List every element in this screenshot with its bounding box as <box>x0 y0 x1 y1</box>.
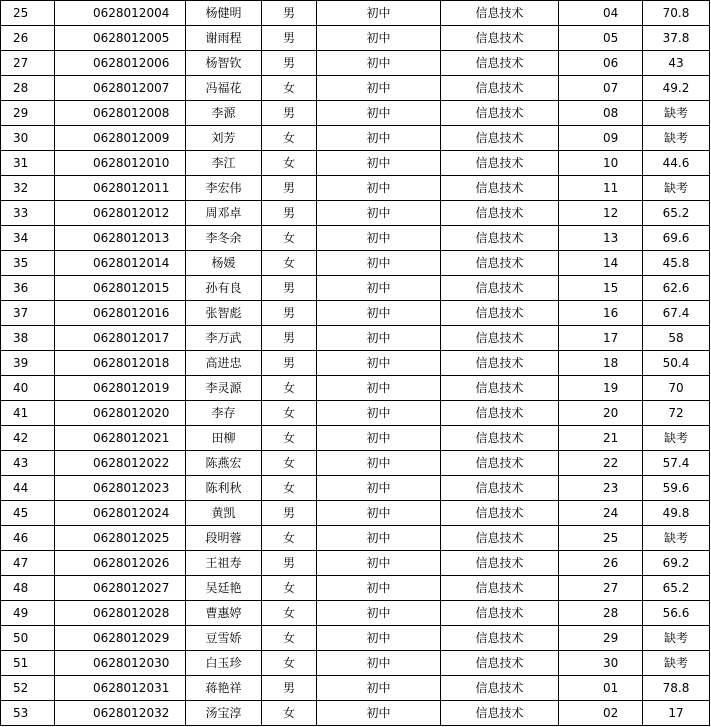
seat-number-cell: 07 <box>559 76 643 101</box>
seat-number-cell: 30 <box>559 651 643 676</box>
student-name-cell: 周邓卓 <box>186 201 262 226</box>
level-cell: 初中 <box>317 226 441 251</box>
row-number-cell: 45 <box>1 501 55 526</box>
table-row <box>1 176 710 201</box>
exam-id-cell: 0628012029 <box>55 626 186 651</box>
table-row <box>1 601 710 626</box>
level-cell: 初中 <box>317 451 441 476</box>
student-name-cell: 谢雨程 <box>186 26 262 51</box>
table-row <box>1 276 710 301</box>
row-number-cell: 41 <box>1 401 55 426</box>
score-cell: 72 <box>643 401 710 426</box>
student-name-cell: 孙有良 <box>186 276 262 301</box>
seat-number-cell: 18 <box>559 351 643 376</box>
subject-cell: 信息技术 <box>441 351 559 376</box>
gender-cell: 男 <box>262 101 317 126</box>
subject-cell: 信息技术 <box>441 376 559 401</box>
level-cell: 初中 <box>317 326 441 351</box>
student-name-cell: 田柳 <box>186 426 262 451</box>
table-row <box>1 451 710 476</box>
seat-number-cell: 10 <box>559 151 643 176</box>
subject-cell: 信息技术 <box>441 651 559 676</box>
level-cell: 初中 <box>317 301 441 326</box>
score-cell: 58 <box>643 326 710 351</box>
seat-number-cell: 26 <box>559 551 643 576</box>
table-row <box>1 376 710 401</box>
seat-number-cell: 29 <box>559 626 643 651</box>
gender-cell: 男 <box>262 301 317 326</box>
table-row <box>1 626 710 651</box>
level-cell: 初中 <box>317 126 441 151</box>
subject-cell: 信息技术 <box>441 626 559 651</box>
student-name-cell: 陈利秋 <box>186 476 262 501</box>
seat-number-cell: 28 <box>559 601 643 626</box>
student-name-cell: 李江 <box>186 151 262 176</box>
level-cell: 初中 <box>317 1 441 26</box>
seat-number-cell: 19 <box>559 376 643 401</box>
seat-number-cell: 17 <box>559 326 643 351</box>
student-name-cell: 豆雪娇 <box>186 626 262 651</box>
exam-id-cell: 0628012019 <box>55 376 186 401</box>
row-number-cell: 37 <box>1 301 55 326</box>
seat-number-cell: 16 <box>559 301 643 326</box>
student-name-cell: 杨健明 <box>186 1 262 26</box>
gender-cell: 女 <box>262 76 317 101</box>
table-body <box>1 1 710 726</box>
row-number-cell: 42 <box>1 426 55 451</box>
level-cell: 初中 <box>317 51 441 76</box>
level-cell: 初中 <box>317 351 441 376</box>
level-cell: 初中 <box>317 26 441 51</box>
table-row <box>1 701 710 726</box>
subject-cell: 信息技术 <box>441 601 559 626</box>
score-cell: 65.2 <box>643 576 710 601</box>
student-name-cell: 黄凯 <box>186 501 262 526</box>
seat-number-cell: 11 <box>559 176 643 201</box>
table-row <box>1 401 710 426</box>
level-cell: 初中 <box>317 276 441 301</box>
row-number-cell: 53 <box>1 701 55 726</box>
student-name-cell: 李宏伟 <box>186 176 262 201</box>
gender-cell: 女 <box>262 601 317 626</box>
gender-cell: 女 <box>262 376 317 401</box>
table-row <box>1 76 710 101</box>
exam-id-cell: 0628012016 <box>55 301 186 326</box>
score-cell: 44.6 <box>643 151 710 176</box>
score-cell: 78.8 <box>643 676 710 701</box>
level-cell: 初中 <box>317 701 441 726</box>
level-cell: 初中 <box>317 576 441 601</box>
seat-number-cell: 05 <box>559 26 643 51</box>
gender-cell: 女 <box>262 626 317 651</box>
seat-number-cell: 04 <box>559 1 643 26</box>
score-cell: 50.4 <box>643 351 710 376</box>
exam-id-cell: 0628012012 <box>55 201 186 226</box>
row-number-cell: 32 <box>1 176 55 201</box>
student-name-cell: 陈燕宏 <box>186 451 262 476</box>
row-number-cell: 47 <box>1 551 55 576</box>
seat-number-cell: 13 <box>559 226 643 251</box>
gender-cell: 男 <box>262 201 317 226</box>
subject-cell: 信息技术 <box>441 676 559 701</box>
subject-cell: 信息技术 <box>441 326 559 351</box>
score-cell: 缺考 <box>643 651 710 676</box>
subject-cell: 信息技术 <box>441 26 559 51</box>
gender-cell: 女 <box>262 151 317 176</box>
exam-id-cell: 0628012030 <box>55 651 186 676</box>
gender-cell: 男 <box>262 1 317 26</box>
level-cell: 初中 <box>317 551 441 576</box>
exam-id-cell: 0628012015 <box>55 276 186 301</box>
seat-number-cell: 21 <box>559 426 643 451</box>
table-row <box>1 151 710 176</box>
score-cell: 43 <box>643 51 710 76</box>
row-number-cell: 26 <box>1 26 55 51</box>
exam-id-cell: 0628012007 <box>55 76 186 101</box>
gender-cell: 男 <box>262 276 317 301</box>
subject-cell: 信息技术 <box>441 426 559 451</box>
subject-cell: 信息技术 <box>441 501 559 526</box>
gender-cell: 男 <box>262 51 317 76</box>
table-row <box>1 351 710 376</box>
score-cell: 45.8 <box>643 251 710 276</box>
score-cell: 17 <box>643 701 710 726</box>
score-cell: 缺考 <box>643 176 710 201</box>
subject-cell: 信息技术 <box>441 226 559 251</box>
exam-id-cell: 0628012010 <box>55 151 186 176</box>
exam-id-cell: 0628012008 <box>55 101 186 126</box>
exam-id-cell: 0628012013 <box>55 226 186 251</box>
gender-cell: 女 <box>262 126 317 151</box>
subject-cell: 信息技术 <box>441 126 559 151</box>
exam-id-cell: 0628012011 <box>55 176 186 201</box>
seat-number-cell: 15 <box>559 276 643 301</box>
exam-id-cell: 0628012024 <box>55 501 186 526</box>
seat-number-cell: 23 <box>559 476 643 501</box>
table-row <box>1 476 710 501</box>
seat-number-cell: 01 <box>559 676 643 701</box>
score-cell: 缺考 <box>643 626 710 651</box>
row-number-cell: 52 <box>1 676 55 701</box>
exam-id-cell: 0628012021 <box>55 426 186 451</box>
row-number-cell: 33 <box>1 201 55 226</box>
level-cell: 初中 <box>317 476 441 501</box>
subject-cell: 信息技术 <box>441 551 559 576</box>
gender-cell: 男 <box>262 551 317 576</box>
row-number-cell: 50 <box>1 626 55 651</box>
table-row <box>1 651 710 676</box>
exam-id-cell: 0628012027 <box>55 576 186 601</box>
score-cell: 62.6 <box>643 276 710 301</box>
table-row <box>1 326 710 351</box>
subject-cell: 信息技术 <box>441 301 559 326</box>
gender-cell: 男 <box>262 326 317 351</box>
level-cell: 初中 <box>317 626 441 651</box>
row-number-cell: 34 <box>1 226 55 251</box>
seat-number-cell: 20 <box>559 401 643 426</box>
level-cell: 初中 <box>317 251 441 276</box>
row-number-cell: 38 <box>1 326 55 351</box>
subject-cell: 信息技术 <box>441 1 559 26</box>
subject-cell: 信息技术 <box>441 401 559 426</box>
seat-number-cell: 27 <box>559 576 643 601</box>
table-row <box>1 126 710 151</box>
student-name-cell: 李源 <box>186 101 262 126</box>
score-cell: 49.2 <box>643 76 710 101</box>
row-number-cell: 40 <box>1 376 55 401</box>
student-name-cell: 白玉珍 <box>186 651 262 676</box>
row-number-cell: 27 <box>1 51 55 76</box>
student-name-cell: 冯福花 <box>186 76 262 101</box>
subject-cell: 信息技术 <box>441 176 559 201</box>
score-cell: 59.6 <box>643 476 710 501</box>
exam-id-cell: 0628012014 <box>55 251 186 276</box>
row-number-cell: 36 <box>1 276 55 301</box>
subject-cell: 信息技术 <box>441 51 559 76</box>
student-name-cell: 杨媛 <box>186 251 262 276</box>
level-cell: 初中 <box>317 151 441 176</box>
exam-id-cell: 0628012018 <box>55 351 186 376</box>
row-number-cell: 31 <box>1 151 55 176</box>
seat-number-cell: 02 <box>559 701 643 726</box>
level-cell: 初中 <box>317 101 441 126</box>
score-cell: 69.6 <box>643 226 710 251</box>
student-name-cell: 汤宝淳 <box>186 701 262 726</box>
level-cell: 初中 <box>317 651 441 676</box>
seat-number-cell: 06 <box>559 51 643 76</box>
row-number-cell: 35 <box>1 251 55 276</box>
exam-id-cell: 0628012020 <box>55 401 186 426</box>
row-number-cell: 29 <box>1 101 55 126</box>
level-cell: 初中 <box>317 601 441 626</box>
score-cell: 缺考 <box>643 426 710 451</box>
table-row <box>1 26 710 51</box>
student-name-cell: 高进忠 <box>186 351 262 376</box>
row-number-cell: 48 <box>1 576 55 601</box>
score-cell: 65.2 <box>643 201 710 226</box>
seat-number-cell: 25 <box>559 526 643 551</box>
score-cell: 缺考 <box>643 526 710 551</box>
row-number-cell: 49 <box>1 601 55 626</box>
subject-cell: 信息技术 <box>441 451 559 476</box>
score-cell: 57.4 <box>643 451 710 476</box>
subject-cell: 信息技术 <box>441 576 559 601</box>
level-cell: 初中 <box>317 201 441 226</box>
gender-cell: 女 <box>262 426 317 451</box>
gender-cell: 女 <box>262 576 317 601</box>
exam-id-cell: 0628012028 <box>55 601 186 626</box>
exam-id-cell: 0628012004 <box>55 1 186 26</box>
row-number-cell: 39 <box>1 351 55 376</box>
table-row <box>1 576 710 601</box>
student-name-cell: 曹惠婷 <box>186 601 262 626</box>
exam-id-cell: 0628012006 <box>55 51 186 76</box>
table-row <box>1 51 710 76</box>
score-cell: 37.8 <box>643 26 710 51</box>
subject-cell: 信息技术 <box>441 476 559 501</box>
row-number-cell: 51 <box>1 651 55 676</box>
gender-cell: 女 <box>262 251 317 276</box>
gender-cell: 女 <box>262 226 317 251</box>
exam-id-cell: 0628012026 <box>55 551 186 576</box>
student-name-cell: 蒋艳祥 <box>186 676 262 701</box>
subject-cell: 信息技术 <box>441 276 559 301</box>
score-cell: 70.8 <box>643 1 710 26</box>
score-cell: 缺考 <box>643 101 710 126</box>
subject-cell: 信息技术 <box>441 101 559 126</box>
score-cell: 67.4 <box>643 301 710 326</box>
seat-number-cell: 08 <box>559 101 643 126</box>
student-name-cell: 李万武 <box>186 326 262 351</box>
subject-cell: 信息技术 <box>441 701 559 726</box>
student-name-cell: 李冬余 <box>186 226 262 251</box>
subject-cell: 信息技术 <box>441 201 559 226</box>
score-cell: 缺考 <box>643 126 710 151</box>
gender-cell: 男 <box>262 676 317 701</box>
student-name-cell: 吴廷艳 <box>186 576 262 601</box>
gender-cell: 女 <box>262 526 317 551</box>
exam-id-cell: 0628012017 <box>55 326 186 351</box>
table-row <box>1 201 710 226</box>
row-number-cell: 30 <box>1 126 55 151</box>
score-cell: 56.6 <box>643 601 710 626</box>
seat-number-cell: 09 <box>559 126 643 151</box>
level-cell: 初中 <box>317 376 441 401</box>
seat-number-cell: 22 <box>559 451 643 476</box>
subject-cell: 信息技术 <box>441 526 559 551</box>
gender-cell: 女 <box>262 476 317 501</box>
student-name-cell: 李灵源 <box>186 376 262 401</box>
level-cell: 初中 <box>317 501 441 526</box>
seat-number-cell: 12 <box>559 201 643 226</box>
score-cell: 49.8 <box>643 501 710 526</box>
table-row <box>1 676 710 701</box>
seat-number-cell: 24 <box>559 501 643 526</box>
table-row <box>1 501 710 526</box>
exam-id-cell: 0628012025 <box>55 526 186 551</box>
gender-cell: 女 <box>262 701 317 726</box>
row-number-cell: 25 <box>1 1 55 26</box>
subject-cell: 信息技术 <box>441 76 559 101</box>
score-cell: 69.2 <box>643 551 710 576</box>
gender-cell: 女 <box>262 401 317 426</box>
gender-cell: 男 <box>262 26 317 51</box>
table-row <box>1 101 710 126</box>
exam-id-cell: 0628012031 <box>55 676 186 701</box>
exam-id-cell: 0628012022 <box>55 451 186 476</box>
level-cell: 初中 <box>317 401 441 426</box>
gender-cell: 女 <box>262 651 317 676</box>
table-row <box>1 1 710 26</box>
table-row <box>1 301 710 326</box>
exam-id-cell: 0628012023 <box>55 476 186 501</box>
level-cell: 初中 <box>317 426 441 451</box>
student-name-cell: 刘芳 <box>186 126 262 151</box>
student-name-cell: 张智彪 <box>186 301 262 326</box>
exam-id-cell: 0628012032 <box>55 701 186 726</box>
score-cell: 70 <box>643 376 710 401</box>
level-cell: 初中 <box>317 176 441 201</box>
table-row <box>1 226 710 251</box>
table-row <box>1 426 710 451</box>
exam-id-cell: 0628012009 <box>55 126 186 151</box>
gender-cell: 男 <box>262 501 317 526</box>
subject-cell: 信息技术 <box>441 151 559 176</box>
student-name-cell: 杨智钦 <box>186 51 262 76</box>
row-number-cell: 44 <box>1 476 55 501</box>
row-number-cell: 43 <box>1 451 55 476</box>
level-cell: 初中 <box>317 676 441 701</box>
seat-number-cell: 14 <box>559 251 643 276</box>
student-name-cell: 王祖寿 <box>186 551 262 576</box>
row-number-cell: 28 <box>1 76 55 101</box>
student-name-cell: 段明蓉 <box>186 526 262 551</box>
row-number-cell: 46 <box>1 526 55 551</box>
gender-cell: 男 <box>262 351 317 376</box>
subject-cell: 信息技术 <box>441 251 559 276</box>
gender-cell: 女 <box>262 451 317 476</box>
table-row <box>1 251 710 276</box>
student-name-cell: 李存 <box>186 401 262 426</box>
exam-id-cell: 0628012005 <box>55 26 186 51</box>
level-cell: 初中 <box>317 526 441 551</box>
level-cell: 初中 <box>317 76 441 101</box>
table-row <box>1 551 710 576</box>
gender-cell: 男 <box>262 176 317 201</box>
table-row <box>1 526 710 551</box>
